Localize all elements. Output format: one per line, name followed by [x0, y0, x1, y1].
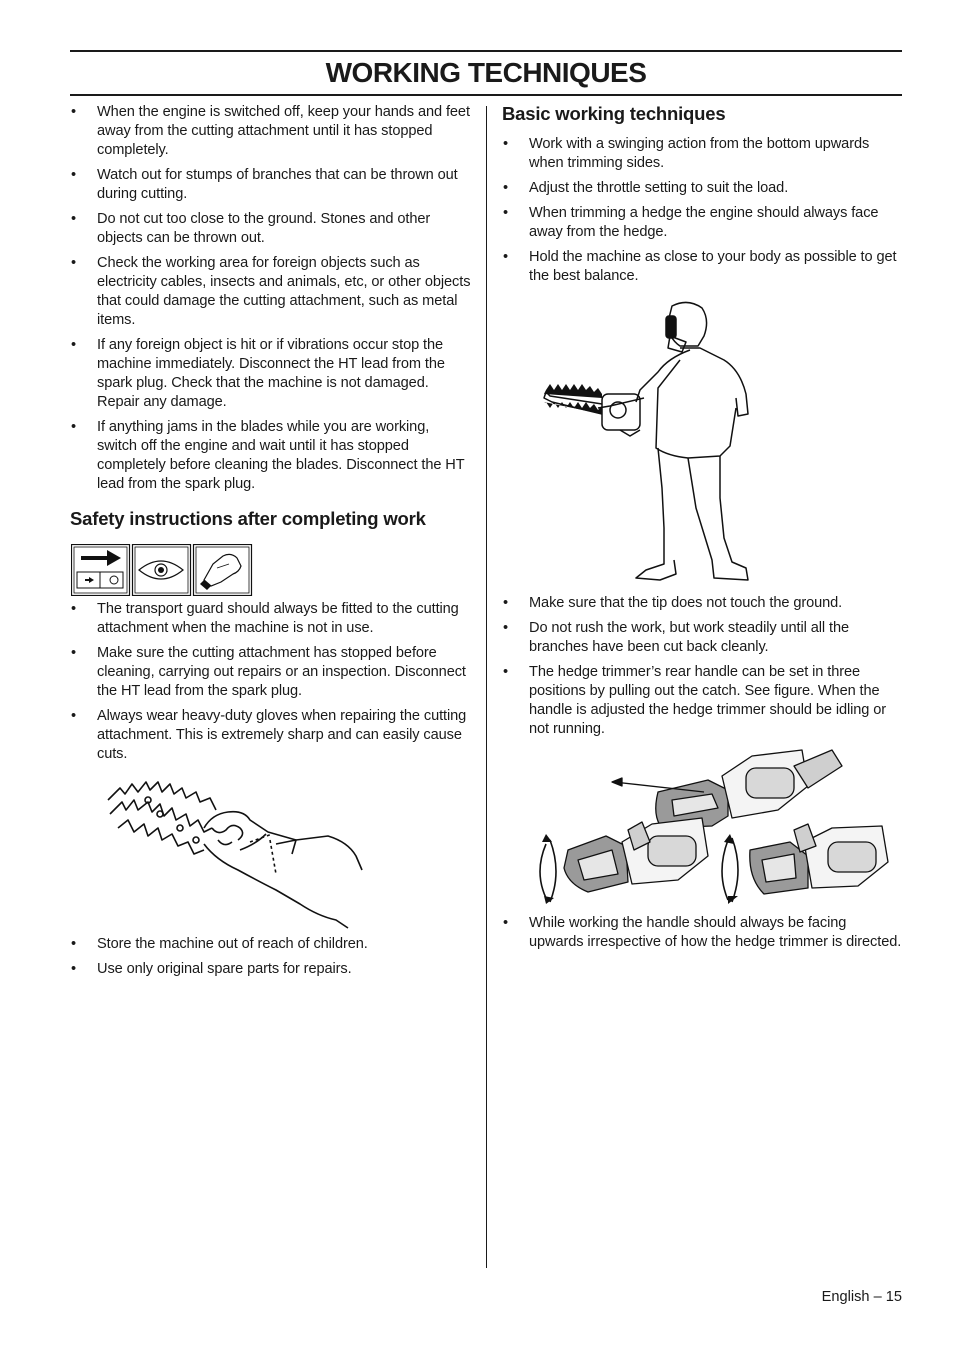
list-item: • Make sure the cutting attachment has stopped before cleaning, carrying out repairs or an inspection. Disconnect the HT lead from the spark plug.	[70, 644, 472, 701]
right-list-b-container	[502, 594, 904, 745]
list-item: • Hold the machine as close to your body as possible to get the best balance.	[502, 248, 904, 286]
list-item: • Always wear heavy-duty gloves when repairing the cutting attachment. This is extremely sharp and can easily cause cuts.	[70, 707, 472, 764]
glove-blade-illustration	[100, 770, 365, 940]
left-column	[70, 103, 472, 500]
bottom-list-container	[70, 935, 472, 985]
right-list-c-container	[502, 914, 904, 958]
bullet-list-top	[70, 103, 472, 494]
gloves-icon	[194, 545, 252, 596]
title-rule-top	[70, 50, 902, 52]
title-rule-bottom	[70, 94, 902, 96]
safety-list-container	[70, 600, 472, 770]
list-item: • Adjust the throttle setting to suit the load.	[502, 179, 904, 198]
list-item: • When the engine is switched off, keep your hands and feet away from the cutting attachment until it has stopped completely.	[70, 103, 472, 160]
transport-guard-icon	[72, 545, 130, 596]
bullet-list-right-a	[502, 135, 904, 286]
list-item: • Check the working area for foreign objects such as electricity cables, insects and animals, etc, or other objects that could damage the cutting attachment, such as metal items.	[70, 254, 472, 330]
list-item: • If any foreign object is hit or if vibrations occur stop the machine immediately. Disconnect the HT lead from the spark plug. Check that the machine is not damaged. Repair any damage.	[70, 336, 472, 412]
list-item: • Work with a swinging action from the bottom upwards when trimming sides.	[502, 135, 904, 173]
list-item: • Store the machine out of reach of children.	[70, 935, 472, 954]
list-item: • Watch out for stumps of branches that can be thrown out during cutting.	[70, 166, 472, 204]
list-item: • Do not rush the work, but work steadily until all the branches have been cut back cleanly.	[502, 619, 904, 657]
page-footer: English – 15	[821, 1289, 902, 1305]
safety-heading: Safety instructions after completing work	[70, 508, 426, 529]
bullet-list-right-c	[502, 914, 904, 952]
list-item: • The hedge trimmer’s rear handle can be set in three positions by pulling out the catch. See figure. When the handle is adjusted the hedge trimmer should be idling or not running.	[502, 663, 904, 739]
list-item: • While working the handle should always be facing upwards irrespective of how the hedge trimmer is directed.	[502, 914, 904, 952]
bullet-list-right-b	[502, 594, 904, 739]
bullet-list-safety	[70, 600, 472, 764]
column-divider	[486, 106, 487, 1268]
eye-protection-icon	[133, 545, 191, 596]
list-item: • The transport guard should always be fitted to the cutting attachment when the machine is not in use.	[70, 600, 472, 638]
list-item: • Do not cut too close to the ground. Stones and other objects can be thrown out.	[70, 210, 472, 248]
handle-positions-illustration	[532, 746, 894, 913]
list-item: • If anything jams in the blades while you are working, switch off the engine and wait until it has stopped completely before cleaning the blades. Disconnect the HT lead from the spark plug.	[70, 418, 472, 494]
list-item: • When trimming a hedge the engine should always face away from the hedge.	[502, 204, 904, 242]
basic-techniques-heading: Basic working techniques	[502, 103, 726, 124]
right-list-a-container	[502, 135, 904, 292]
list-item: • Make sure that the tip does not touch the ground.	[502, 594, 904, 613]
list-item: • Use only original spare parts for repairs.	[70, 960, 472, 979]
safety-icons	[71, 544, 254, 601]
page-title: WORKING TECHNIQUES	[325, 57, 647, 88]
operator-illustration	[540, 298, 755, 595]
bullet-list-bottom	[70, 935, 472, 979]
